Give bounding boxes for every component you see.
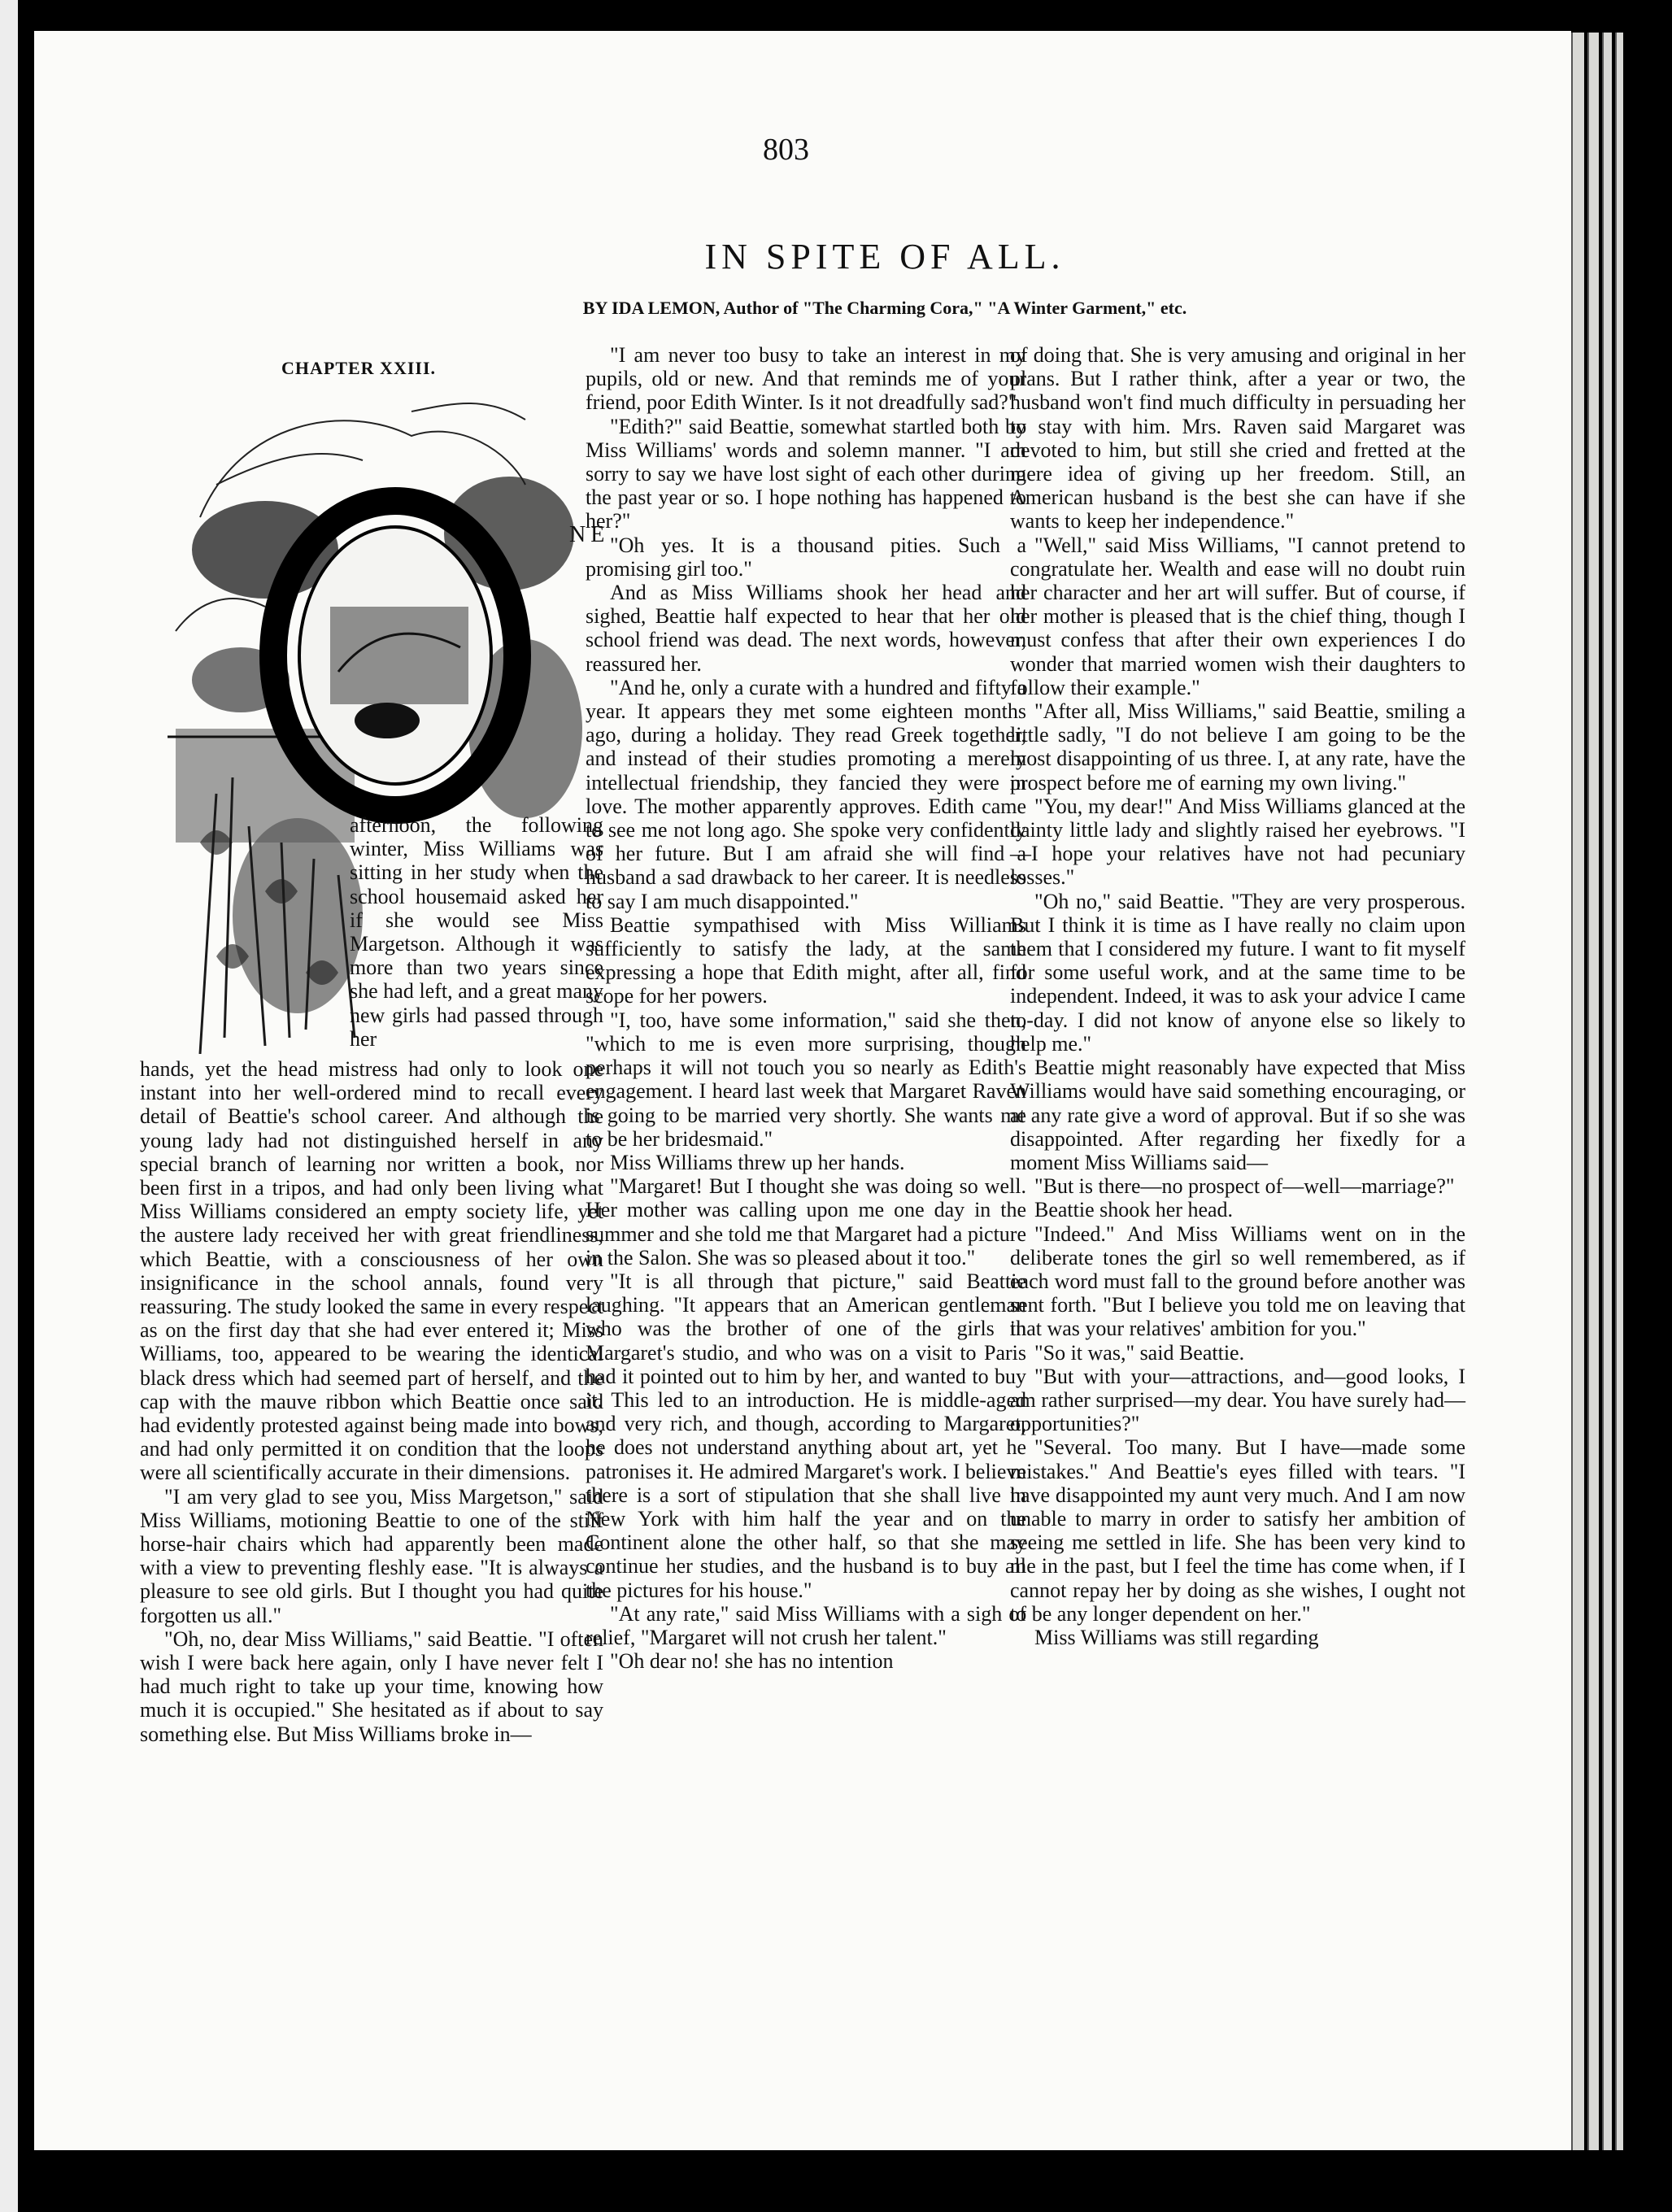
paragraph: "I am very glad to see you, Miss Margetson," said Miss Williams, motioning Beattie to one of the stiff horse-hair chairs which had apparently been made with a view to preventing fleshly ease. "It is always a pleasure to see old girls. But I thought you had quite forgotten us all." [140, 1484, 603, 1627]
page-number: 803 [763, 133, 809, 167]
paragraph: Beattie sympathised with Miss Williams sufficiently to satisfy the lady, at the same expressing a hope that Edith might, after all, find scope for her powers. [586, 912, 1026, 1008]
paragraph: "Oh yes. It is a thousand pities. Such a promising girl too." [586, 533, 1026, 581]
column-2 [586, 343, 1026, 1673]
paragraph: "So it was," said Beattie. [1034, 1340, 1245, 1365]
paragraph: Miss Williams was still regarding [1034, 1625, 1319, 1649]
paragraph: "Oh, no, dear Miss Williams," said Beattie. "I often wish I were back here again, only I have never felt I had much right to take up your time, knowing how much it is occupied." She hesitated as if about to say something else. But Miss Williams broke in— [140, 1626, 603, 1746]
paragraph: "I am never too busy to take an interest in my pupils, old or new. And that reminds me of your friend, poor Edith Winter. Is it not dreadfully sad?" [586, 343, 1026, 415]
paragraph: "It is all through that picture," said Beattie laughing. "It appears that an American gentleman who was the brother of one of the girls in Margaret's studio, and who was on a visit to Paris had it pointed out to him by her, and wanted to buy it. This led to an introduction. He is middle-aged and very rich, and though, according to Margaret, he does not understand anything about art, yet he patronises it. He admired Margaret's work. I believe there is a sort of stipulation that she shall live in New York with him half the year and on the Continent alone the other half, so that she may continue her studies, and the husband is to buy all the pictures for his house." [586, 1269, 1026, 1602]
paragraph: "After all, Miss Williams," said Beattie, smiling a little sadly, "I do not believe I am going to be the most disappointing of us three. I, at any rate, have the prospect before me of earning my own living." [1010, 699, 1465, 795]
paragraph: Beattie shook her head. [1034, 1198, 1234, 1222]
paragraph: "You, my dear!" And Miss Williams glanced at the dainty little lady and slightly raised her eyebrows. "I—I hope your relatives have not had pecuniary losses." [1010, 794, 1465, 890]
paragraph: Miss Williams threw up her hands. [610, 1150, 905, 1174]
dropcap-continuation: NE [569, 522, 610, 547]
paragraph: "Margaret! But I thought she was doing so well. Her mother was calling upon me one day in the summer and she told me that Margaret had a picture in the Salon. She was so pleased about it too." [586, 1174, 1026, 1269]
chapter-heading: CHAPTER XXIII. [281, 358, 437, 378]
column-3 [1010, 343, 1465, 1649]
paragraph: "Oh no," said Beattie. "They are very prosperous. But I think it is time as I have really no claim upon them that I considered my future. I want to fit myself for some useful work, and at the same time to be independent. Indeed, it was to ask your advice I came to-day. I did not know of anyone else so likely to help me." [1010, 889, 1465, 1056]
paragraph: "But with your—attractions, and—good looks, I am rather surprised—my dear. You have surely had—opportunities?" [1010, 1364, 1465, 1436]
paragraph: "And he, only a curate with a hundred and fifty a year. It appears they met some eighteen months ago, during a holiday. They read Greek together, and instead of their studies promoting a merely intellectual friendship, they fancied they were in love. The mother apparently approves. Edith came to see me not long ago. She spoke very confidently of her future. But I am afraid she will find a husband a sad drawback to her career. It is needless to say I am much disappointed." [586, 675, 1026, 913]
paragraph: "I, too, have some information," said she then, "which to me is even more surprising, though perhaps it will not touch you so nearly as Edith's engagement. I heard last week that Margaret Raven is going to be married very shortly. She wants me to be her bridesmaid." [586, 1008, 1026, 1151]
stacked-page-edges [1571, 33, 1652, 2171]
column-1-wrapped-text [350, 813, 603, 1051]
paragraph: afternoon, the following winter, Miss Williams was sitting in her study when the school housemaid asked her if she would see Miss Margetson. Although it was more than two years since she had left, and a great many new girls had passed through her [350, 813, 603, 1051]
left-page-edge [0, 0, 21, 2212]
paragraph: Beattie might reasonably have expected that Miss Williams would have said something encouraging, or at any rate give a word of approval. But if so she was disappointed. After regarding her fixedly for a moment Miss Williams said— [1010, 1056, 1465, 1174]
bottom-margin [34, 2150, 1652, 2212]
paragraph: And as Miss Williams shook her head and sighed, Beattie half expected to hear that her old school friend was dead. The next words, however, reassured her. [586, 581, 1026, 676]
paragraph: "Well," said Miss Williams, "I cannot pretend to congratulate her. Wealth and ease will no doubt ruin her character and her art will suffer. But of course, if her mother is pleased that is the chief thing, though I must confess that after their own experiences I do wonder that married women wish their daughters to follow their example." [1010, 533, 1465, 699]
paragraph: "Oh dear no! she has no intention [610, 1649, 894, 1674]
paragraph: of doing that. She is very amusing and original in her plans. But I rather think, after a year or two, the husband won't find much difficulty in persuading her to stay with him. Mrs. Raven said Margaret was devoted to him, but still she cried and fretted at the mere idea of giving up her freedom. Still, an American husband is the best she can have if she wants to keep her independence." [1010, 343, 1465, 533]
paragraph: "Several. Too many. But I have—made some mistakes." And Beattie's eyes filled with tears. "I have disappointed my aunt very much. And I am now unable to marry in order to satisfy her ambition of seeing me settled in life. She has been very kind to me in the past, but I feel the time has come when, if I cannot repay her by doing as she wishes, I ought not to be any longer dependent on her." [1010, 1435, 1465, 1626]
column-1 [140, 1057, 603, 1746]
paragraph: hands, yet the head mistress had only to look one instant into her well-ordered mind to recall every detail of Beattie's school career. And although the young lady had not distinguished herself in any special branch of learning nor written a book, nor been first in a tripos, and had only been living what Miss Williams considered an empty society life, yet the austere lady received her with great friendliness, which Beattie, with a consciousness of her own insignificance in the school annals, found very reassuring. The study looked the same in every respect as on the first day that she had ever entered it; Miss Williams, too, appeared to be wearing the identical black dress which had seemed part of herself, and the cap with the mauve ribbon which Beattie once said had evidently protested against being made into bows, and had only permitted it on condition that the loops were all scientifically accurate in their dimensions. [140, 1057, 603, 1485]
paragraph: "Edith?" said Beattie, somewhat startled both by Miss Williams' words and solemn manner. "I am sorry to say we have lost sight of each other during the past year or so. I hope nothing has happened to her?" [586, 414, 1026, 533]
paragraph: "At any rate," said Miss Williams with a sigh of relief, "Margaret will not crush her talent." [586, 1601, 1026, 1649]
byline: BY IDA LEMON, Author of "The Charming Cora," "A Winter Garment," etc. [582, 298, 1187, 318]
paragraph: "Indeed." And Miss Williams went on in the deliberate tones the girl so well remembered, as if each word must fall to the ground before another was sent forth. "But I believe you told me on leaving that that was your relatives' ambition for you." [1010, 1221, 1465, 1341]
article-title: IN SPITE OF ALL. [704, 237, 1065, 276]
paragraph: "But is there—no prospect of—well—marriage?" [1034, 1174, 1455, 1199]
